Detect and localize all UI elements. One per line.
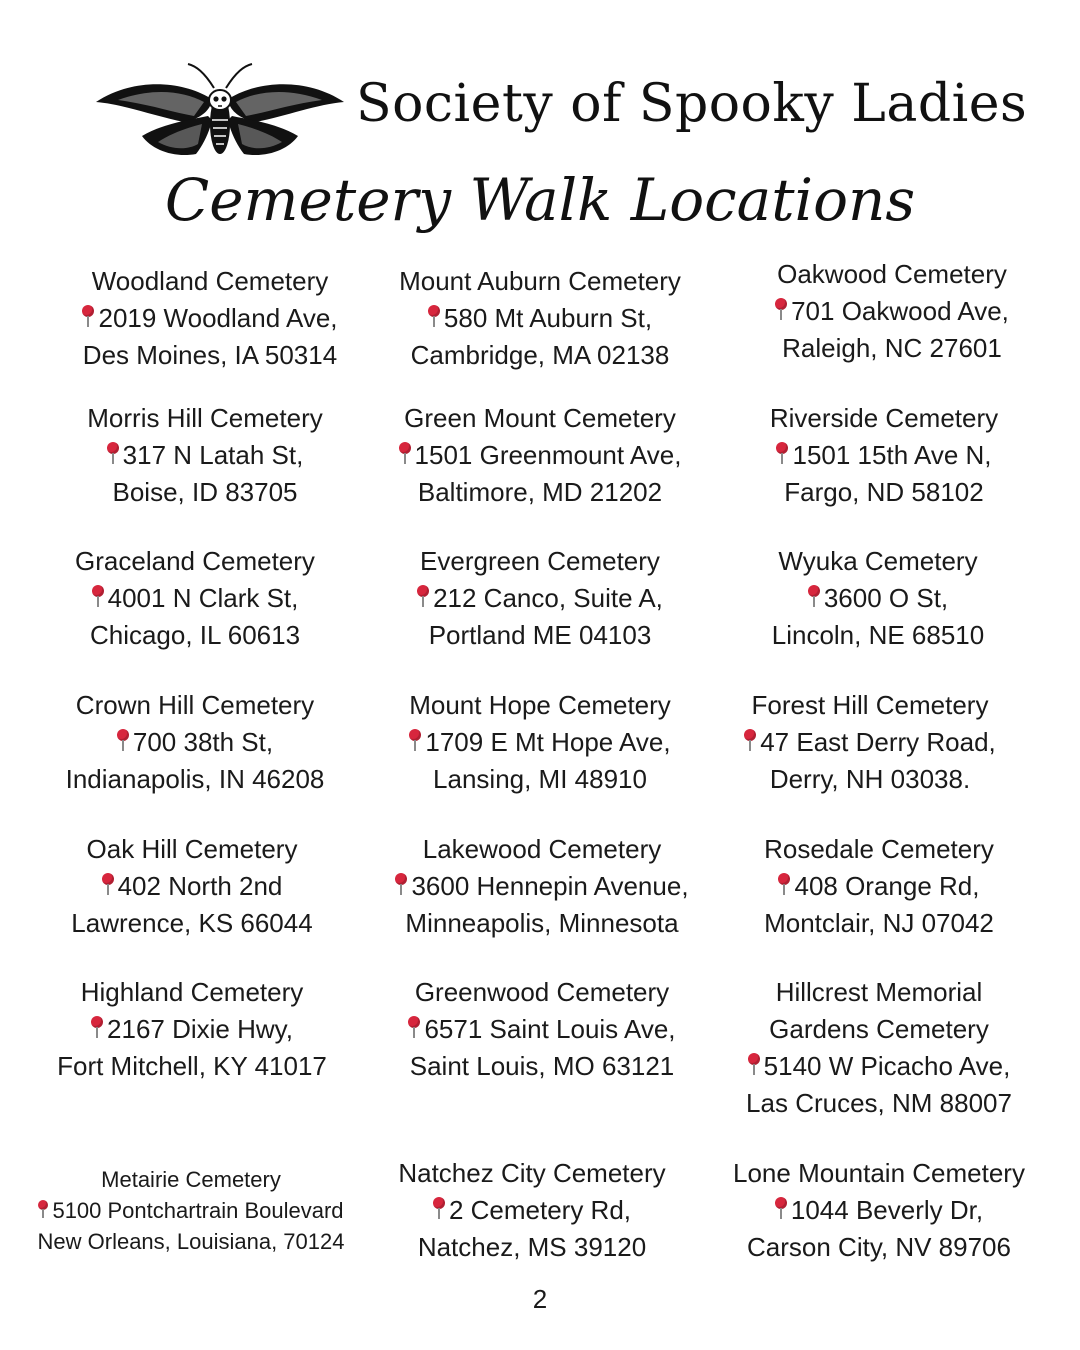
location-entry	[698, 543, 1058, 654]
location-entry	[12, 974, 372, 1085]
location-entry	[712, 256, 1072, 367]
street-address: 701 Oakwood Ave,	[791, 296, 1009, 326]
location-entry	[15, 687, 375, 798]
location-entry	[360, 543, 720, 654]
location-entry	[25, 400, 385, 511]
location-entry	[12, 831, 372, 942]
moth-skull-icon	[92, 58, 348, 162]
city-line: Des Moines, IA 50314	[82, 340, 338, 370]
location-entry	[362, 831, 722, 942]
pin-icon	[775, 1197, 787, 1221]
city-line: Lawrence, KS 66044	[71, 908, 313, 938]
city-line: Boise, ID 83705	[112, 477, 298, 507]
pin-icon	[778, 873, 790, 897]
cemetery-name: Lone Mountain Cemetery	[733, 1158, 1025, 1188]
location-entry	[699, 974, 1059, 1122]
location-entry	[360, 400, 720, 511]
pin-icon	[92, 585, 104, 609]
pin-icon	[102, 873, 114, 897]
street-address: 3600 Hennepin Avenue,	[411, 871, 689, 901]
cemetery-name: Wyuka Cemetery	[778, 546, 978, 576]
location-entry	[704, 400, 1064, 511]
city-line: Natchez, MS 39120	[417, 1232, 647, 1262]
pin-icon	[744, 729, 756, 753]
street-address: 408 Orange Rd,	[794, 871, 980, 901]
city-line: Fargo, ND 58102	[784, 477, 984, 507]
location-entry	[360, 263, 720, 374]
location-entry	[699, 1155, 1059, 1266]
page-heading: Cemetery Walk Locations	[164, 166, 916, 234]
street-address: 1044 Beverly Dr,	[790, 1195, 984, 1225]
street-address: 5100 Pontchartrain Boulevard	[52, 1198, 344, 1223]
street-address: 1501 15th Ave N,	[792, 440, 992, 470]
street-address: 700 38th St,	[132, 727, 274, 757]
city-line: New Orleans, Louisiana, 70124	[37, 1229, 345, 1254]
city-line: Carson City, NV 89706	[747, 1232, 1011, 1262]
cemetery-name: Crown Hill Cemetery	[75, 690, 315, 720]
pin-icon	[82, 305, 94, 329]
city-line: Lansing, MI 48910	[433, 764, 647, 794]
street-address: 317 N Latah St,	[122, 440, 304, 470]
street-address: 4001 N Clark St,	[107, 583, 299, 613]
city-line: Cambridge, MA 02138	[410, 340, 670, 370]
pin-icon	[107, 442, 119, 466]
cemetery-name: Oak Hill Cemetery	[86, 834, 298, 864]
pin-icon	[417, 585, 429, 609]
street-address: 580 Mt Auburn St,	[443, 303, 653, 333]
cemetery-name: Green Mount Cemetery	[404, 403, 676, 433]
pin-icon	[38, 1200, 48, 1220]
cemetery-name: Mount Auburn Cemetery	[399, 266, 681, 296]
street-address: 402 North 2nd	[117, 871, 283, 901]
pin-icon	[748, 1053, 760, 1077]
cemetery-name: Woodland Cemetery	[91, 266, 329, 296]
city-line: Minneapolis, Minnesota	[405, 908, 679, 938]
pin-icon	[395, 873, 407, 897]
cemetery-name: Lakewood Cemetery	[422, 834, 662, 864]
location-entry	[362, 974, 722, 1085]
cemetery-name: Graceland Cemetery	[75, 546, 315, 576]
cemetery-name: Evergreen Cemetery	[420, 546, 660, 576]
org-title: Society of Spooky Ladies	[356, 74, 1028, 134]
street-address: 1501 Greenmount Ave,	[414, 440, 682, 470]
city-line: Raleigh, NC 27601	[782, 333, 1002, 363]
header	[0, 0, 1080, 234]
city-line: Montclair, NJ 07042	[764, 908, 994, 938]
cemetery-name: Mount Hope Cemetery	[409, 690, 671, 720]
location-entry	[30, 263, 390, 374]
city-line: Portland ME 04103	[428, 620, 652, 650]
city-line: Baltimore, MD 21202	[417, 477, 663, 507]
pin-icon	[399, 442, 411, 466]
location-entry	[352, 1155, 712, 1266]
cemetery-name-cont: Gardens Cemetery	[769, 1014, 989, 1044]
cemetery-name: Metairie Cemetery	[101, 1167, 281, 1192]
cemetery-name: Forest Hill Cemetery	[751, 690, 989, 720]
location-entry	[15, 543, 375, 654]
street-address: 1709 E Mt Hope Ave,	[425, 727, 671, 757]
location-entry	[1, 1164, 381, 1257]
cemetery-name: Riverside Cemetery	[769, 403, 999, 433]
city-line: Fort Mitchell, KY 41017	[57, 1051, 327, 1081]
street-address: 2 Cemetery Rd,	[448, 1195, 632, 1225]
street-address: 2167 Dixie Hwy,	[107, 1014, 293, 1044]
location-entry	[699, 831, 1059, 942]
location-entry	[690, 687, 1050, 798]
page-number: 2	[532, 1284, 548, 1314]
city-line: Indianapolis, IN 46208	[65, 764, 325, 794]
street-address: 212 Canco, Suite A,	[433, 583, 663, 613]
street-address: 6571 Saint Louis Ave,	[424, 1014, 676, 1044]
cemetery-name: Natchez City Cemetery	[398, 1158, 666, 1188]
city-line: Derry, NH 03038.	[769, 764, 971, 794]
cemetery-name: Hillcrest Memorial	[775, 977, 983, 1007]
pin-icon	[408, 1016, 420, 1040]
city-line: Chicago, IL 60613	[89, 620, 301, 650]
cemetery-name: Oakwood Cemetery	[777, 259, 1007, 289]
cemetery-name: Greenwood Cemetery	[414, 977, 670, 1007]
street-address: 5140 W Picacho Ave,	[763, 1051, 1011, 1081]
cemetery-name: Highland Cemetery	[80, 977, 304, 1007]
pin-icon	[91, 1016, 103, 1040]
city-line: Lincoln, NE 68510	[771, 620, 985, 650]
pin-icon	[775, 298, 787, 322]
pin-icon	[428, 305, 440, 329]
pin-icon	[409, 729, 421, 753]
street-address: 47 East Derry Road,	[760, 727, 996, 757]
location-entry	[360, 687, 720, 798]
pin-icon	[117, 729, 129, 753]
street-address: 2019 Woodland Ave,	[98, 303, 338, 333]
cemetery-name: Rosedale Cemetery	[764, 834, 994, 864]
street-address: 3600 O St,	[823, 583, 949, 613]
city-line: Saint Louis, MO 63121	[409, 1051, 675, 1081]
cemetery-name: Morris Hill Cemetery	[87, 403, 323, 433]
pin-icon	[808, 585, 820, 609]
pin-icon	[776, 442, 788, 466]
pin-icon	[433, 1197, 445, 1221]
city-line: Las Cruces, NM 88007	[746, 1088, 1012, 1118]
